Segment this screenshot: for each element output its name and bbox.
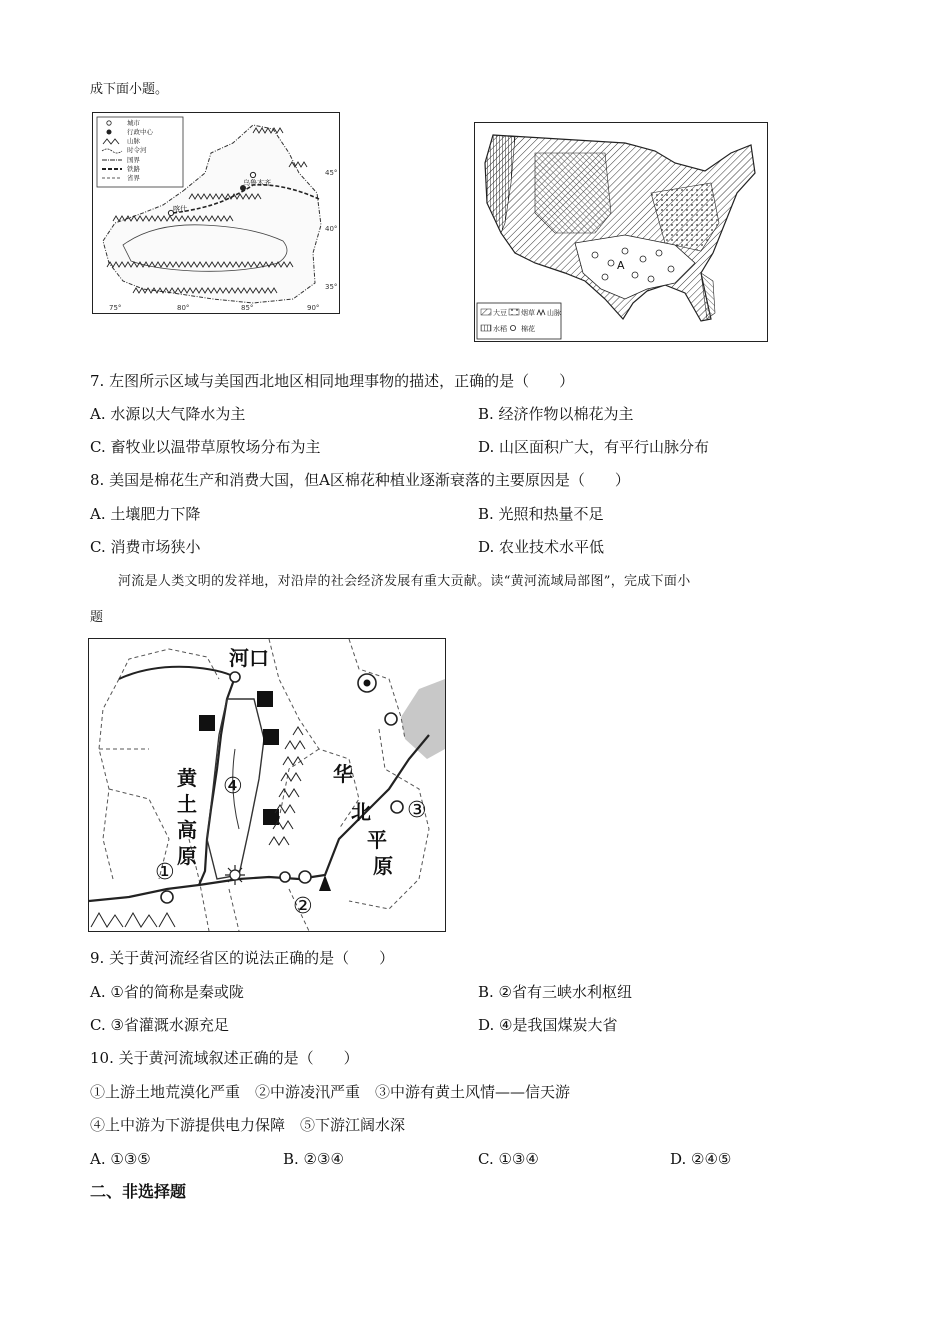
lon-85: 85° xyxy=(241,304,254,312)
q8-stem: 8. 美国是棉花生产和消费大国，但A区棉花种植业逐渐衰落的主要原因是（ ） xyxy=(90,471,630,489)
plateau-char-3: 高 xyxy=(177,818,197,842)
region-a-label: A xyxy=(617,259,625,272)
passage-line-2: 题 xyxy=(90,610,104,625)
q9-option-b[interactable]: B. ②省有三峡水利枢纽 xyxy=(478,983,633,1001)
q7-stem: 7. 左图所示区域与美国西北地区相同地理事物的描述，正确的是（ ） xyxy=(90,372,575,390)
usa-agriculture-map xyxy=(474,122,768,342)
q7-option-b[interactable]: B. 经济作物以棉花为主 xyxy=(478,405,634,423)
intro-text: 成下面小题。 xyxy=(90,82,169,97)
plain-char-1: 华 xyxy=(333,762,353,786)
q7-option-a[interactable]: A. 水源以大气降水为主 xyxy=(90,405,246,423)
plain-char-2: 北 xyxy=(351,800,371,824)
q7-option-d[interactable]: D. 山区面积广大，有平行山脉分布 xyxy=(478,438,710,456)
legend-railway: 铁路 xyxy=(127,165,140,173)
legend-city: 城市 xyxy=(127,119,140,127)
plain-char-4: 原 xyxy=(373,854,393,878)
passage-line-1: 河流是人类文明的发祥地，对沿岸的社会经济发展有重大贡献。读“黄河流域局部图”，完成下面小 xyxy=(118,574,691,589)
legend-province-border: 省界 xyxy=(127,174,140,182)
lat-45: 45° xyxy=(325,169,338,177)
lat-40: 40° xyxy=(325,225,338,233)
legend-admin-center: 行政中心 xyxy=(127,128,153,136)
usa-legend-cotton: 棉花 xyxy=(521,325,535,333)
q9-option-d[interactable]: D. ④是我国煤炭大省 xyxy=(478,1016,618,1034)
section-title: 二、非选择题 xyxy=(90,1182,187,1201)
legend-seasonal-river: 时令河 xyxy=(127,146,147,154)
q9-option-c[interactable]: C. ③省灌溉水源充足 xyxy=(90,1016,229,1034)
mark-3: ③ xyxy=(407,798,427,823)
mark-4: ④ xyxy=(223,774,243,799)
lon-80: 80° xyxy=(177,304,190,312)
city-kashgar: 喀什 xyxy=(173,205,187,213)
usa-legend-mountain: 山脉 xyxy=(547,309,561,317)
q8-option-d[interactable]: D. 农业技术水平低 xyxy=(478,538,605,556)
q10-statements-1: ①上游土地荒漠化严重 ②中游凌汛严重 ③中游有黄土风情——信天游 xyxy=(90,1083,571,1101)
q8-option-b[interactable]: B. 光照和热量不足 xyxy=(478,505,604,523)
q7-option-c[interactable]: C. 畜牧业以温带草原牧场分布为主 xyxy=(90,438,321,456)
q8-option-c[interactable]: C. 消费市场狭小 xyxy=(90,538,201,556)
q10-option-b[interactable]: B. ②③④ xyxy=(283,1150,344,1168)
xinjiang-map xyxy=(92,112,340,314)
q10-option-c[interactable]: C. ①③④ xyxy=(478,1150,539,1168)
hekou-label: 河口 xyxy=(229,646,269,670)
q10-stem: 10. 关于黄河流域叙述正确的是（ ） xyxy=(90,1049,359,1067)
q10-statements-2: ④上中游为下游提供电力保障 ⑤下游江阔水深 xyxy=(90,1116,406,1134)
mark-1: ① xyxy=(155,860,175,885)
q9-stem: 9. 关于黄河流经省区的说法正确的是（ ） xyxy=(90,949,395,967)
plateau-char-4: 原 xyxy=(177,844,197,868)
q9-option-a[interactable]: A. ①省的简称是秦或陇 xyxy=(90,983,244,1001)
plateau-char-1: 黄 xyxy=(177,766,197,790)
usa-legend-tobacco: 烟草 xyxy=(521,309,535,317)
q8-option-a[interactable]: A. 土壤肥力下降 xyxy=(90,505,201,523)
usa-legend-soybean: 大豆 xyxy=(493,309,507,317)
plateau-char-2: 土 xyxy=(177,792,197,816)
legend-mountain: 山脉 xyxy=(127,137,140,145)
lon-75: 75° xyxy=(109,304,122,312)
lon-90: 90° xyxy=(307,304,320,312)
q10-option-a[interactable]: A. ①③⑤ xyxy=(90,1150,151,1168)
yellow-river-map xyxy=(88,638,446,932)
q10-option-d[interactable]: D. ②④⑤ xyxy=(670,1150,732,1168)
plain-char-3: 平 xyxy=(367,828,387,852)
mark-2: ② xyxy=(293,894,313,919)
legend-border: 国界 xyxy=(127,156,140,164)
city-urumqi: 乌鲁木齐 xyxy=(243,179,271,187)
usa-legend-rice: 水稻 xyxy=(493,325,507,333)
lat-35: 35° xyxy=(325,283,338,291)
